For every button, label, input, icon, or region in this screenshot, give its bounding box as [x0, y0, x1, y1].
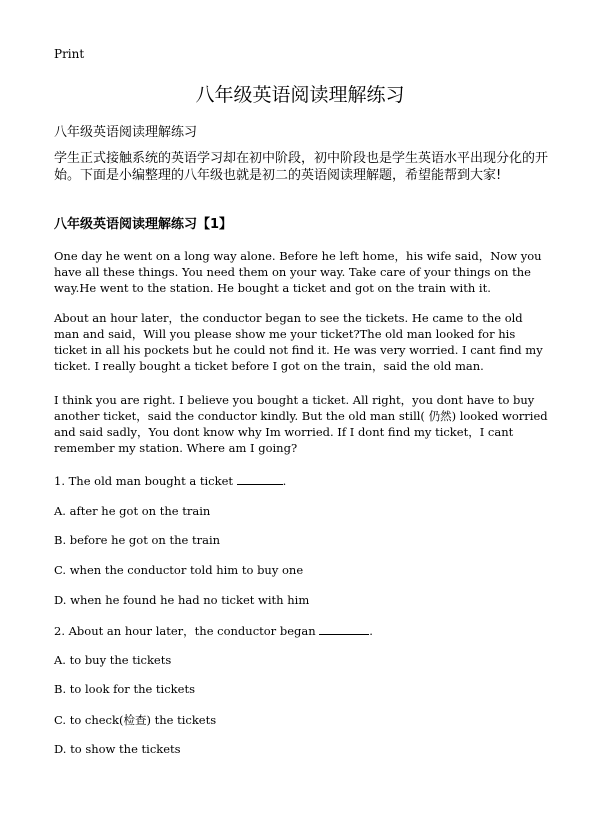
answer-blank	[319, 624, 369, 635]
answer-blank	[237, 474, 283, 485]
question-1-end: .	[282, 474, 287, 488]
question-1-stem: 1. The old man bought a ticket	[54, 474, 233, 488]
question-1-option-a: A. after he got on the train	[54, 504, 211, 518]
question-2-option-b: B. to look for the tickets	[54, 682, 195, 696]
passage-paragraph-3: I think you are right. I believe you bought a ticket. All right，you dont have to buy another ticket，said the conductor kindly. But the old man still( 仍然) looked worried and said sadly，You dont know why Im worried. If I dont find my ticket，I cant remember my station. Where am I going?	[54, 393, 548, 455]
passage-paragraph-2: About an hour later，the conductor began to see the tickets. He came to the old man and said，Will you please show me your ticket?The old man looked for his ticket in all his pockets but he could not find it. He was very worried. I cant find my ticket. I really bought a ticket before I got on the train，said the old man.	[54, 311, 543, 373]
question-2-option-c: C. to check(检查) the tickets	[54, 713, 217, 727]
intro-paragraph: 学生正式接触系统的英语学习却在初中阶段，初中阶段也是学生英语水平出现分化的开始。下面是小编整理的八年级也就是初二的英语阅读理解题，希望能帮到大家!	[54, 151, 549, 183]
question-2-option-a: A. to buy the tickets	[54, 653, 172, 667]
question-2-option-d: D. to show the tickets	[54, 742, 181, 756]
print-link[interactable]: Print	[54, 47, 85, 61]
question-1-option-c: C. when the conductor told him to buy one	[54, 563, 304, 577]
question-1-option-d: D. when he found he had no ticket with him	[54, 593, 310, 607]
question-1-option-b: B. before he got on the train	[54, 533, 221, 547]
subtitle: 八年级英语阅读理解练习	[54, 125, 198, 140]
question-2-stem: 2. About an hour later，the conductor began	[54, 624, 316, 638]
question-2	[54, 623, 373, 639]
section-heading: 八年级英语阅读理解练习【1】	[54, 217, 233, 232]
passage-paragraph-1: One day he went on a long way alone. Before he left home，his wife said，Now you have all these things. You need them on your way. Take care of your things on the way.He went to the station. He bought a ticket and got on the train with it.	[54, 249, 542, 295]
question-2-end: .	[369, 624, 373, 638]
question-1	[54, 474, 286, 488]
page-title: 八年级英语阅读理解练习	[195, 84, 405, 106]
